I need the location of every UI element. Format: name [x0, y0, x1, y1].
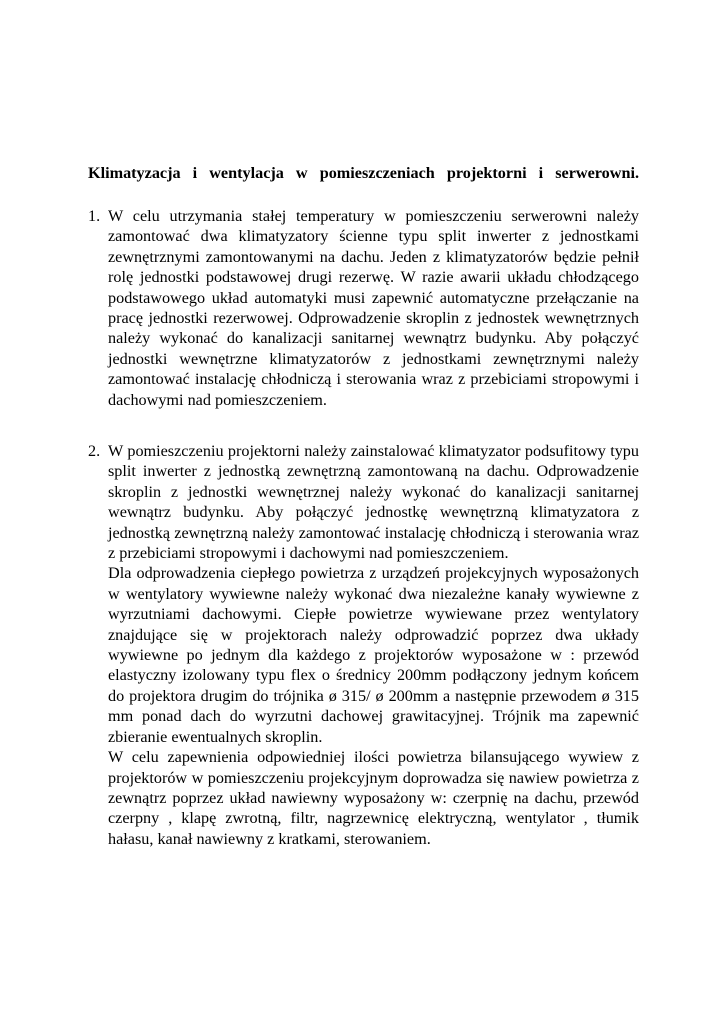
item-2-paragraph-3: W celu zapewnienia odpowiedniej ilości powietrza bilansującego wywiew z projektorów w pomieszczeniu projekcyjnym doprowadza się nawiew powietrza z zewnątrz poprzez układ nawiewny wyposażony w: czerpnię na dachu, przewód czerpny , klapę zwrotną, filtr, nagrzewnicę elektryczną, wentylator , tłumik hałasu, kanał nawiewny z kratkami, sterowaniem. [108, 748, 639, 848]
item-1-paragraph-1 [88, 206, 639, 410]
document-title: Klimatyzacja i wentylacja w pomieszczeniach projektorni i serwerowni. [88, 164, 639, 182]
item-2-text: W pomieszczeniu projektorni należy zainstalować klimatyzator podsufitowy typu split inwerter z jednostką zewnętrzną zamontowaną na dachu. Odprowadzenie skroplin z jednostki wewnętrznej należy wykonać do kanalizacji sanitarnej wewnątrz budynku. Aby połączyć jednostkę wewnętrzną klimatyzatora z jednostką zewnętrzną należy zamontować instalację chłodniczą i sterowania wraz z przebiciami stropowymi i dachowymi nad pomieszczeniem. [108, 442, 639, 563]
item-1-number: 1. [88, 207, 101, 225]
numbered-item-2 [88, 441, 639, 849]
item-2-paragraph-2: Dla odprowadzenia ciepłego powietrza z urządzeń projekcyjnych wyposażonych w wentylatory wywiewne należy wykonać dwa niezależne kanały wywiewne z wyrzutniami dachowymi. Ciepłe powietrze wywiewane przez wentylatory znajdujące się w projektorach należy odprowadzić poprzez dwa układy wywiewne po jednym dla każdego z projektorów wyposażone w : przewód elastyczny izolowany typu flex o średnicy 200mm podłączony jednym końcem do projektora drugim do trójnika ø 315/ ø 200mm a następnie przewodem ø 315 mm ponad dach do wyrzutni dachowej grawitacyjnej. Trójnik ma zapewnić zbieranie ewentualnych skroplin. [108, 564, 639, 746]
item-1-text: W celu utrzymania stałej temperatury w pomieszczeniu serwerowni należy zamontować dwa klimatyzatory ścienne typu split inwerter z jednostkami zewnętrznymi zamontowanymi na dachu. Jeden z klimatyzatorów będzie pełnił rolę jednostki podstawowej drugi rezerwę. W razie awarii układu chłodzącego podstawowego układ automatyki musi zapewnić automatyczne przełączanie na pracę jednostki rezerwowej. Odprowadzenie skroplin z jednostek wewnętrznych należy wykonać do kanalizacji sanitarnej wewnątrz budynku. Aby połączyć jednostki wewnętrzne klimatyzatorów z jednostkami zewnętrznymi należy zamontować instalację chłodniczą i sterowania wraz z przebiciami stropowymi i dachowymi nad pomieszczeniem. [108, 207, 639, 409]
item-2-paragraph-1 [88, 441, 639, 563]
item-2-number: 2. [88, 442, 101, 460]
numbered-item-1 [88, 206, 639, 410]
